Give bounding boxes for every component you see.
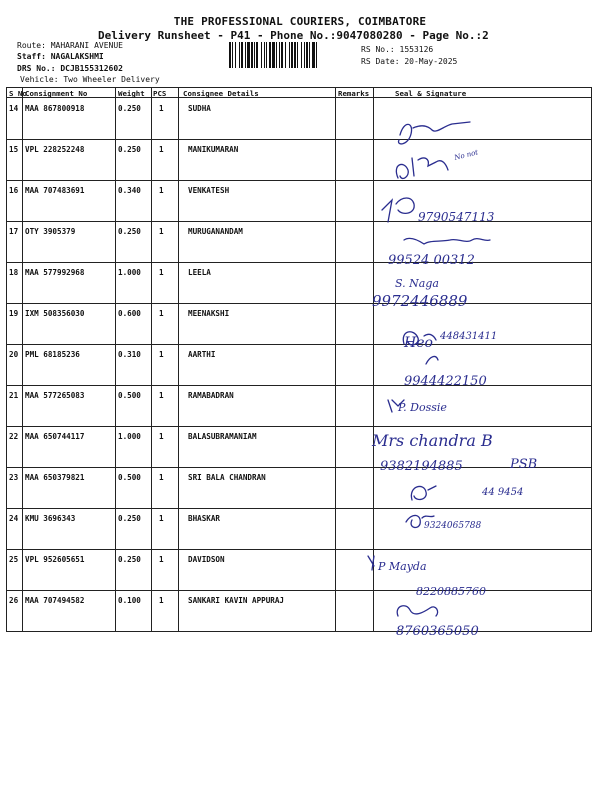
header-subtitle: Delivery Runsheet - P41 - Phone No.:9047080280 - Page No.:2 [98, 29, 489, 42]
col-seal-signature: Seal & Signature [395, 89, 467, 98]
cell-sno: 24 [9, 514, 19, 523]
phone-23: 44 9454 [482, 487, 524, 498]
cell-consignee: VENKATESH [188, 186, 230, 195]
cell-pcs: 1 [159, 555, 164, 564]
cell-pcs: 1 [159, 432, 164, 441]
cell-weight: 0.250 [118, 227, 141, 236]
cell-sno: 23 [9, 473, 19, 482]
cell-pcs: 1 [159, 596, 164, 605]
cell-consignee: MEENAKSHI [188, 309, 230, 318]
signature-20b [426, 357, 438, 364]
cell-weight: 0.250 [118, 145, 141, 154]
cell-consignment: MAA 707483691 [25, 186, 85, 195]
signature-26 [397, 606, 437, 616]
cell-consignment: MAA 867800918 [25, 104, 85, 113]
cell-sno: 21 [9, 391, 19, 400]
cell-weight: 0.250 [118, 555, 141, 564]
phone-17: 99524 00312 [388, 253, 475, 268]
cell-consignee: LEELA [188, 268, 211, 277]
signature-25 [368, 556, 374, 570]
cell-pcs: 1 [159, 186, 164, 195]
col-consignee: Consignee Details [183, 89, 259, 98]
note-22: PSB [510, 457, 538, 472]
phone-18: 9972446889 [372, 292, 468, 310]
cell-consignment: MAA 650379821 [25, 473, 85, 482]
drs-label: DRS No.: DCJB155312602 [17, 64, 123, 73]
cell-consignment: MAA 577265083 [25, 391, 85, 400]
cell-sno: 22 [9, 432, 19, 441]
rs-date: RS Date: 20-May-2025 [361, 57, 458, 66]
signature-14 [399, 122, 470, 144]
cell-weight: 0.250 [118, 104, 141, 113]
cell-sno: 15 [9, 145, 19, 154]
cell-pcs: 1 [159, 350, 164, 359]
phone-20: 9944422150 [404, 374, 487, 389]
col-consignment: Consignment No [25, 89, 88, 98]
cell-weight: 1.000 [118, 268, 141, 277]
cell-consignment: VPL 952605651 [25, 555, 85, 564]
cell-sno: 26 [9, 596, 19, 605]
phone-16: 9790547113 [418, 210, 495, 224]
phone-25: 8220885760 [416, 585, 486, 598]
col-weight: Weight [118, 89, 145, 98]
signature-16 [382, 198, 414, 222]
cell-weight: 0.340 [118, 186, 141, 195]
cell-consignee: RAMABADRAN [188, 391, 234, 400]
rs-number: RS No.: 1553126 [361, 45, 434, 54]
cell-pcs: 1 [159, 391, 164, 400]
cell-consignment: VPL 228252248 [25, 145, 85, 154]
cell-sno: 14 [9, 104, 19, 113]
cell-pcs: 1 [159, 473, 164, 482]
cell-weight: 1.000 [118, 432, 141, 441]
cell-pcs: 1 [159, 309, 164, 318]
cell-consignee: SUDHA [188, 104, 211, 113]
cell-sno: 19 [9, 309, 19, 318]
note-15: No not [453, 148, 479, 162]
cell-weight: 0.250 [118, 514, 141, 523]
vehicle-label: Vehicle: Two Wheeler Delivery [20, 75, 160, 84]
cell-pcs: 1 [159, 227, 164, 236]
signature-15 [396, 158, 448, 178]
name-22: Mrs chandra B [372, 431, 493, 450]
col-sno: S No [9, 89, 27, 98]
cell-consignment: MAA 650744117 [25, 432, 85, 441]
signature-23 [411, 486, 436, 500]
phone-26: 8760365050 [396, 624, 479, 639]
cell-weight: 0.500 [118, 391, 141, 400]
cell-sno: 25 [9, 555, 19, 564]
cell-pcs: 1 [159, 268, 164, 277]
cell-pcs: 1 [159, 104, 164, 113]
cell-weight: 0.600 [118, 309, 141, 318]
cell-sno: 17 [9, 227, 19, 236]
route-label: Route: MAHARANI AVENUE [17, 41, 123, 50]
cell-pcs: 1 [159, 145, 164, 154]
cell-consignment: KMU 3696343 [25, 514, 76, 523]
cell-consignee: DAVIDSON [188, 555, 225, 564]
cell-consignee: BALASUBRAMANIAM [188, 432, 257, 441]
cell-pcs: 1 [159, 514, 164, 523]
cell-weight: 0.310 [118, 350, 141, 359]
letters-19: Heo [404, 335, 433, 351]
col-pcs: PCS [153, 89, 167, 98]
header-company: THE PROFESSIONAL COURIERS, COIMBATORE [173, 15, 427, 28]
cell-weight: 0.500 [118, 473, 141, 482]
cell-consignment: IXM 508356030 [25, 309, 85, 318]
phone-22: 9382194885 [380, 459, 463, 474]
cell-consignment: PML 68185236 [25, 350, 80, 359]
name-18: S. Naga [395, 277, 439, 290]
staff-label: Staff: NAGALAKSHMI [17, 52, 104, 61]
cell-consignee: BHASKAR [188, 514, 221, 523]
cell-sno: 16 [9, 186, 19, 195]
cell-consignee: SANKARI KAVIN APPURAJ [188, 596, 285, 605]
signature-17 [404, 238, 490, 244]
cell-consignee: SRI BALA CHANDRAN [188, 473, 266, 482]
cell-sno: 20 [9, 350, 19, 359]
cell-consignee: MANIKUMARAN [188, 145, 239, 154]
cell-consignment: MAA 577992968 [25, 268, 85, 277]
cell-consignee: AARTHI [188, 350, 216, 359]
cell-consignment: OTY 3905379 [25, 227, 76, 236]
col-remarks: Remarks [338, 89, 370, 98]
phone-24: 9324065788 [424, 521, 482, 531]
phone-19: 448431411 [440, 331, 498, 342]
cell-consignment: MAA 707494582 [25, 596, 85, 605]
cell-weight: 0.100 [118, 596, 141, 605]
cell-sno: 18 [9, 268, 19, 277]
name-21: P. Dossie [398, 401, 447, 414]
name-25: P Mayda [378, 560, 427, 573]
cell-consignee: MURUGANANDAM [188, 227, 243, 236]
